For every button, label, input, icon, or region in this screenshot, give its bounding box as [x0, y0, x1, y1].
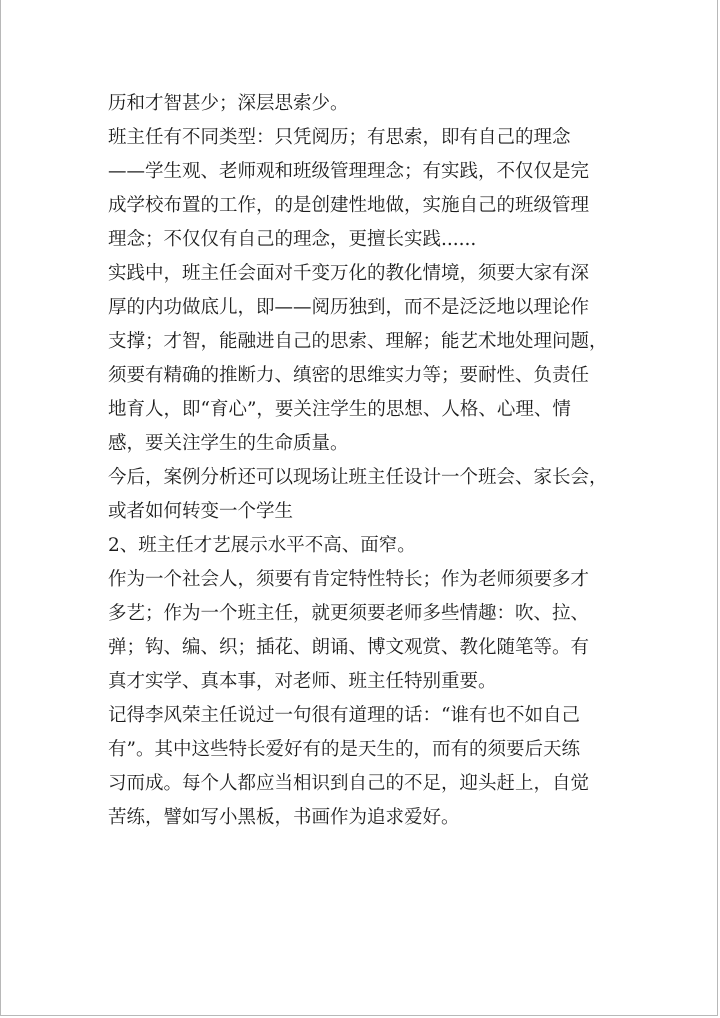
text-line: ——学生观、老师观和班级管理理念；有实践，不仅仅是完: [108, 161, 590, 182]
text-line: 实践中，班主任会面对千变万化的教化情境，须要大家有深: [108, 263, 590, 284]
text-line: 今后，案例分析还可以现场让班主任设计一个班会、家长会，: [108, 467, 608, 488]
text-line: 弹；钩、编、织；插花、朗诵、博文观赏、教化随笔等。有: [108, 637, 590, 658]
text-line: 感，要关注学生的生命质量。: [108, 433, 349, 454]
text-line: 真才实学、真本事，对老师、班主任特别重要。: [108, 671, 497, 692]
text-line: 有”。其中这些特长爱好有的是天生的，而有的须要后天练: [108, 739, 580, 760]
text-line: 支撑；才智，能融进自己的思索、理解；能艺术地处理问题，: [108, 331, 608, 352]
text-line: 班主任有不同类型：只凭阅历；有思索，即有自己的理念: [108, 127, 571, 148]
text-line: 多艺；作为一个班主任，就更须要老师多些情趣：吹、拉、: [108, 603, 590, 624]
text-line: 须要有精确的推断力、缜密的思维实力等；要耐性、负责任: [108, 365, 590, 386]
text-line: 或者如何转变一个学生: [108, 501, 294, 522]
document-body: [108, 87, 628, 835]
text-line: 记得李风荣主任说过一句很有道理的话：“谁有也不如自己: [108, 705, 580, 726]
text-line: 理念；不仅仅有自己的理念，更擅长实践......: [108, 229, 477, 250]
text-line: 厚的内功做底儿，即——阅历独到，而不是泛泛地以理论作: [108, 297, 590, 318]
text-line: 苦练，譬如写小黑板，书画作为追求爱好。: [108, 807, 460, 828]
text-line: 作为一个社会人，须要有肯定特性特长；作为老师须要多才: [108, 569, 590, 590]
text-line: 历和才智甚少；深层思索少。: [108, 93, 349, 114]
text-line: 习而成。每个人都应当相识到自己的不足，迎头赶上，自觉: [108, 773, 590, 794]
text-line: 地育人，即“育心”，要关注学生的思想、人格、心理、情: [108, 399, 571, 420]
text-line: 成学校布置的工作，的是创建性地做，实施自己的班级管理: [108, 195, 590, 216]
text-line: 2、班主任才艺展示水平不高、面窄。: [108, 535, 416, 556]
